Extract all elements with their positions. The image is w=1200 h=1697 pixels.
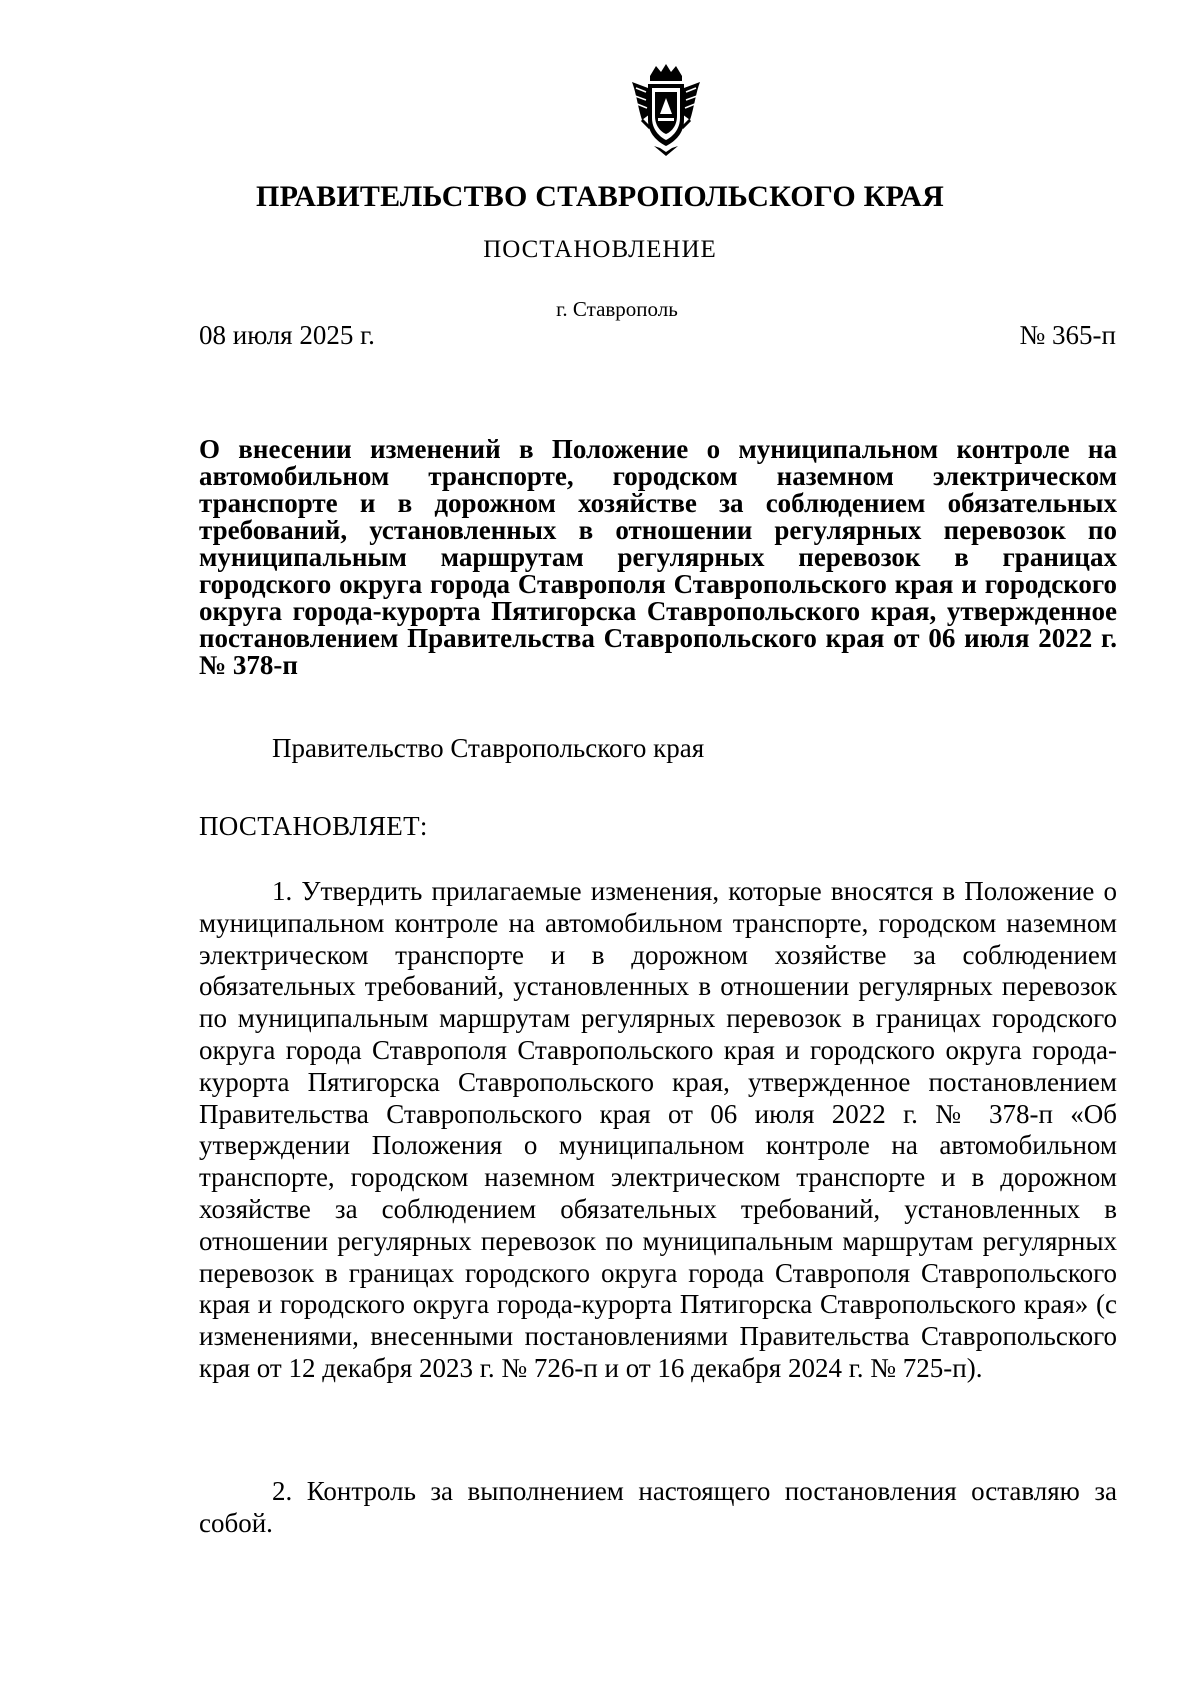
document-subject: О внесении изменений в Положение о муниципальном контроле на автомобильном транспорте, городском наземном электрическом транспорте и в дорожном хозяйстве за соблюдением обязательных требований, установленных в отношении регулярных перевозок по муниципальным маршрутам регулярных перевозок в границах городского округа города Ставрополя Ставропольского края и городского округа города-курорта Пятигорска Ставропольского края, утвержденное постановлением Правительства Ставропольского края от 06 июля 2022 г. № 378-п [199,434,1117,680]
coat-of-arms-icon [628,62,704,158]
document-date: 08 июля 2025 г. [199,320,375,350]
document-type: ПОСТАНОВЛЕНИЕ [483,236,717,263]
government-title: ПРАВИТЕЛЬСТВО СТАВРОПОЛЬСКОГО КРАЯ [256,180,944,213]
decree-item-1: 1. Утвердить прилагаемые изменения, которые вносятся в Положение о муниципальном контроле на автомобильном транспорте, городском наземном электрическом транспорте и в дорожном хозяйстве за соблюдением обязательных требований, установленных в отношении регулярных перевозок по муниципальным маршрутам регулярных перевозок в границах городского округа города Ставрополя Ставропольского края и городского округа города-курорта Пятигорска Ставропольского края, утвержденное постановлением Правительства Ставропольского края от 06 июля 2022 г. № 378-п «Об утверждении Положения о муниципальном контроле на автомобильном транспорте, городском наземном электрическом транспорте и в дорожном хозяйстве за соблюдением обязательных требований, установленных в отношении регулярных перевозок по муниципальным маршрутам регулярных перевозок в границах городского округа города Ставрополя Ставропольского края и городского округа города-курорта Пятигорска Ставропольского края» (с изменениями, внесенными постановлениями Правительства Ставропольского края от 12 декабря 2023 г. № 726-п и от 16 декабря 2024 г. № 725-п). [199,876,1117,1383]
preamble: Правительство Ставропольского края [272,733,705,763]
decree-item-2: 2. Контроль за выполнением настоящего постановления оставляю за собой. [199,1476,1117,1538]
document-number: № 365-п [1019,320,1116,350]
document-city: г. Ставрополь [556,297,678,321]
decree-heading: ПОСТАНОВЛЯЕТ: [199,811,428,841]
